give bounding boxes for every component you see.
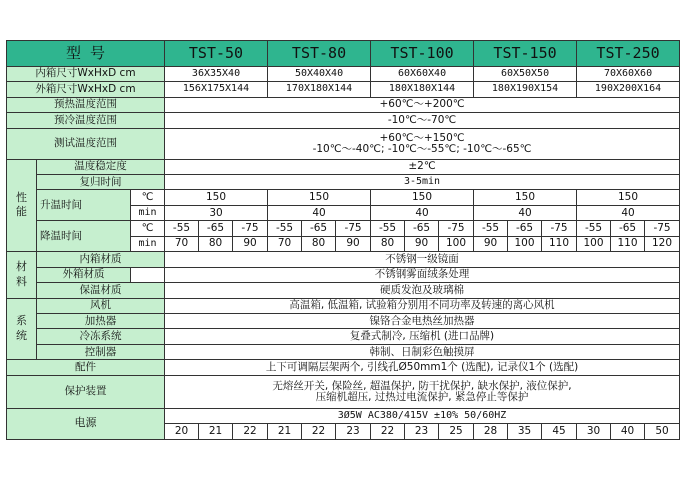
model-header-label: 型 号 bbox=[7, 41, 165, 67]
test-range-label: 测试温度范围 bbox=[7, 128, 165, 159]
heat-time-min: 40 bbox=[474, 205, 577, 220]
heat-time-temp: 150 bbox=[577, 190, 680, 205]
insulation-row bbox=[7, 283, 680, 298]
power-value: 50 bbox=[645, 424, 680, 440]
cool-time-temp: -75 bbox=[645, 221, 680, 236]
cool-time-min: 70 bbox=[268, 236, 302, 251]
outer-material-spacer bbox=[131, 267, 165, 282]
heat-time-temp: 150 bbox=[474, 190, 577, 205]
cool-time-temp: -65 bbox=[611, 221, 645, 236]
outer-size-value: 190X200X164 bbox=[577, 82, 680, 97]
protection-row bbox=[7, 375, 680, 408]
power-value: 22 bbox=[233, 424, 268, 440]
inner-material-row bbox=[7, 252, 680, 267]
cool-time-unit-min: min bbox=[131, 236, 165, 251]
insulation-value: 硬质发泡及玻璃棉 bbox=[165, 283, 680, 298]
inner-size-value: 70X60X60 bbox=[577, 66, 680, 81]
precool-value: -10℃～-70℃ bbox=[165, 113, 680, 128]
inner-size-value: 60X60X40 bbox=[371, 66, 474, 81]
cool-time-temp: -65 bbox=[405, 221, 439, 236]
power-spec: 3Ø5W AC380/415V ±10% 50/60HZ bbox=[165, 408, 680, 423]
cool-time-min: 100 bbox=[577, 236, 611, 251]
cool-time-min: 100 bbox=[508, 236, 542, 251]
power-value: 21 bbox=[199, 424, 233, 440]
power-value: 30 bbox=[577, 424, 611, 440]
cool-time-min: 80 bbox=[199, 236, 233, 251]
cool-time-min: 70 bbox=[165, 236, 199, 251]
insulation-label: 保温材质 bbox=[37, 283, 165, 298]
precool-label: 预冷温度范围 bbox=[7, 113, 165, 128]
outer-material-row bbox=[7, 267, 680, 282]
materials-group-label: 材 料 bbox=[7, 252, 37, 298]
heat-time-temp: 150 bbox=[268, 190, 371, 205]
stability-row bbox=[7, 159, 680, 174]
heat-time-temp: 150 bbox=[371, 190, 474, 205]
power-value: 45 bbox=[542, 424, 577, 440]
recovery-value: 3-5min bbox=[165, 174, 680, 189]
cool-time-temp: -75 bbox=[336, 221, 371, 236]
power-value: 25 bbox=[439, 424, 474, 440]
cool-time-min: 100 bbox=[439, 236, 474, 251]
power-value: 23 bbox=[405, 424, 439, 440]
heat-time-min: 30 bbox=[165, 205, 268, 220]
outer-material-value: 不锈钢雾面绒条处理 bbox=[165, 267, 680, 282]
cool-time-min: 80 bbox=[371, 236, 405, 251]
refrigeration-label: 冷冻系统 bbox=[37, 329, 165, 344]
protection-line-2: 压缩机超压, 过热过电流保护, 紧急停止等保护 bbox=[315, 390, 529, 403]
accessories-value: 上下可调隔层架两个, 引线孔Ø50mm1个 (选配), 记录仪1个 (选配) bbox=[165, 360, 680, 375]
cool-time-label: 降温时间 bbox=[37, 221, 131, 252]
model-header: TST-250 bbox=[577, 41, 680, 67]
outer-size-row bbox=[7, 82, 680, 97]
fan-row bbox=[7, 298, 680, 313]
power-spec-row bbox=[7, 408, 680, 423]
preheat-row bbox=[7, 97, 680, 112]
outer-size-label: 外箱尺寸WxHxD cm bbox=[7, 82, 165, 97]
power-value: 23 bbox=[336, 424, 371, 440]
cool-time-temp: -55 bbox=[268, 221, 302, 236]
heat-time-min: 40 bbox=[577, 205, 680, 220]
test-range-value bbox=[165, 128, 680, 159]
test-range-line-2: -10℃～-40℃; -10℃～-55℃; -10℃～-65℃ bbox=[312, 142, 532, 155]
fan-value: 高温箱, 低温箱, 试验箱分别用不同功率及转速的离心风机 bbox=[165, 298, 680, 313]
controller-label: 控制器 bbox=[37, 344, 165, 359]
test-range-line-1: +60℃～+150℃ bbox=[379, 131, 465, 144]
power-value: 22 bbox=[302, 424, 336, 440]
heat-time-min: 40 bbox=[268, 205, 371, 220]
controller-value: 韩制、日制彩色触摸屏 bbox=[165, 344, 680, 359]
heater-row bbox=[7, 314, 680, 329]
cool-time-temp: -65 bbox=[508, 221, 542, 236]
power-value: 21 bbox=[268, 424, 302, 440]
cool-time-min: 90 bbox=[405, 236, 439, 251]
inner-size-value: 50X40X40 bbox=[268, 66, 371, 81]
cool-time-temp: -55 bbox=[577, 221, 611, 236]
cool-time-min: 90 bbox=[336, 236, 371, 251]
heater-label: 加热器 bbox=[37, 314, 165, 329]
cool-time-temp: -55 bbox=[371, 221, 405, 236]
cool-time-temp: -75 bbox=[233, 221, 268, 236]
inner-size-label: 内箱尺寸WxHxD cm bbox=[7, 66, 165, 81]
cool-time-temp: -75 bbox=[542, 221, 577, 236]
heat-time-min: 40 bbox=[371, 205, 474, 220]
heat-time-unit-min: min bbox=[131, 205, 165, 220]
outer-material-label: 外箱材质 bbox=[37, 267, 131, 282]
power-value: 35 bbox=[508, 424, 542, 440]
model-header: TST-150 bbox=[474, 41, 577, 67]
cool-time-min: 120 bbox=[645, 236, 680, 251]
model-header: TST-50 bbox=[165, 41, 268, 67]
controller-row bbox=[7, 344, 680, 359]
inner-material-label: 内箱材质 bbox=[37, 252, 165, 267]
refrigeration-value: 复叠式制冷, 压缩机 (进口品牌) bbox=[165, 329, 680, 344]
cool-time-min: 90 bbox=[233, 236, 268, 251]
cool-time-temp: -55 bbox=[165, 221, 199, 236]
test-range-row bbox=[7, 128, 680, 159]
inner-material-value: 不锈钢一级镜面 bbox=[165, 252, 680, 267]
header-row bbox=[7, 41, 680, 67]
heat-time-temp-row bbox=[7, 190, 680, 205]
outer-size-value: 180X180X144 bbox=[371, 82, 474, 97]
performance-group-label: 性 能 bbox=[7, 159, 37, 252]
power-value: 28 bbox=[474, 424, 508, 440]
protection-line-1: 无熔丝开关, 保险丝, 超温保护, 防干扰保护, 缺水保护, 液位保护, bbox=[272, 379, 572, 392]
cool-time-min: 110 bbox=[542, 236, 577, 251]
cool-time-temp: -65 bbox=[302, 221, 336, 236]
power-value: 22 bbox=[371, 424, 405, 440]
preheat-value: +60℃～+200℃ bbox=[165, 97, 680, 112]
protection-label: 保护装置 bbox=[7, 375, 165, 408]
heat-time-unit-temp: ℃ bbox=[131, 190, 165, 205]
system-group-label: 系 统 bbox=[7, 298, 37, 360]
protection-value bbox=[165, 375, 680, 408]
preheat-label: 预热温度范围 bbox=[7, 97, 165, 112]
heat-time-temp: 150 bbox=[165, 190, 268, 205]
refrigeration-row bbox=[7, 329, 680, 344]
model-header: TST-100 bbox=[371, 41, 474, 67]
cool-time-temp-row bbox=[7, 221, 680, 236]
power-value: 40 bbox=[611, 424, 645, 440]
model-header: TST-80 bbox=[268, 41, 371, 67]
inner-size-row bbox=[7, 66, 680, 81]
cool-time-temp: -55 bbox=[474, 221, 508, 236]
cool-time-temp: -75 bbox=[439, 221, 474, 236]
inner-size-value: 60X50X50 bbox=[474, 66, 577, 81]
cool-time-min: 80 bbox=[302, 236, 336, 251]
inner-size-value: 36X35X40 bbox=[165, 66, 268, 81]
precool-row bbox=[7, 113, 680, 128]
outer-size-value: 156X175X144 bbox=[165, 82, 268, 97]
heater-value: 镍铬合金电热丝加热器 bbox=[165, 314, 680, 329]
outer-size-value: 180X190X154 bbox=[474, 82, 577, 97]
stability-label: 温度稳定度 bbox=[37, 159, 165, 174]
cool-time-unit-temp: ℃ bbox=[131, 221, 165, 236]
fan-label: 风机 bbox=[37, 298, 165, 313]
cool-time-temp: -65 bbox=[199, 221, 233, 236]
cool-time-min: 90 bbox=[474, 236, 508, 251]
power-value: 20 bbox=[165, 424, 199, 440]
outer-size-value: 170X180X144 bbox=[268, 82, 371, 97]
stability-value: ±2℃ bbox=[165, 159, 680, 174]
cool-time-min: 110 bbox=[611, 236, 645, 251]
spec-table bbox=[6, 40, 680, 440]
accessories-row bbox=[7, 360, 680, 375]
recovery-row bbox=[7, 174, 680, 189]
accessories-label: 配件 bbox=[7, 360, 165, 375]
heat-time-label: 升温时间 bbox=[37, 190, 131, 221]
power-label: 电源 bbox=[7, 408, 165, 439]
recovery-label: 复归时间 bbox=[37, 174, 165, 189]
